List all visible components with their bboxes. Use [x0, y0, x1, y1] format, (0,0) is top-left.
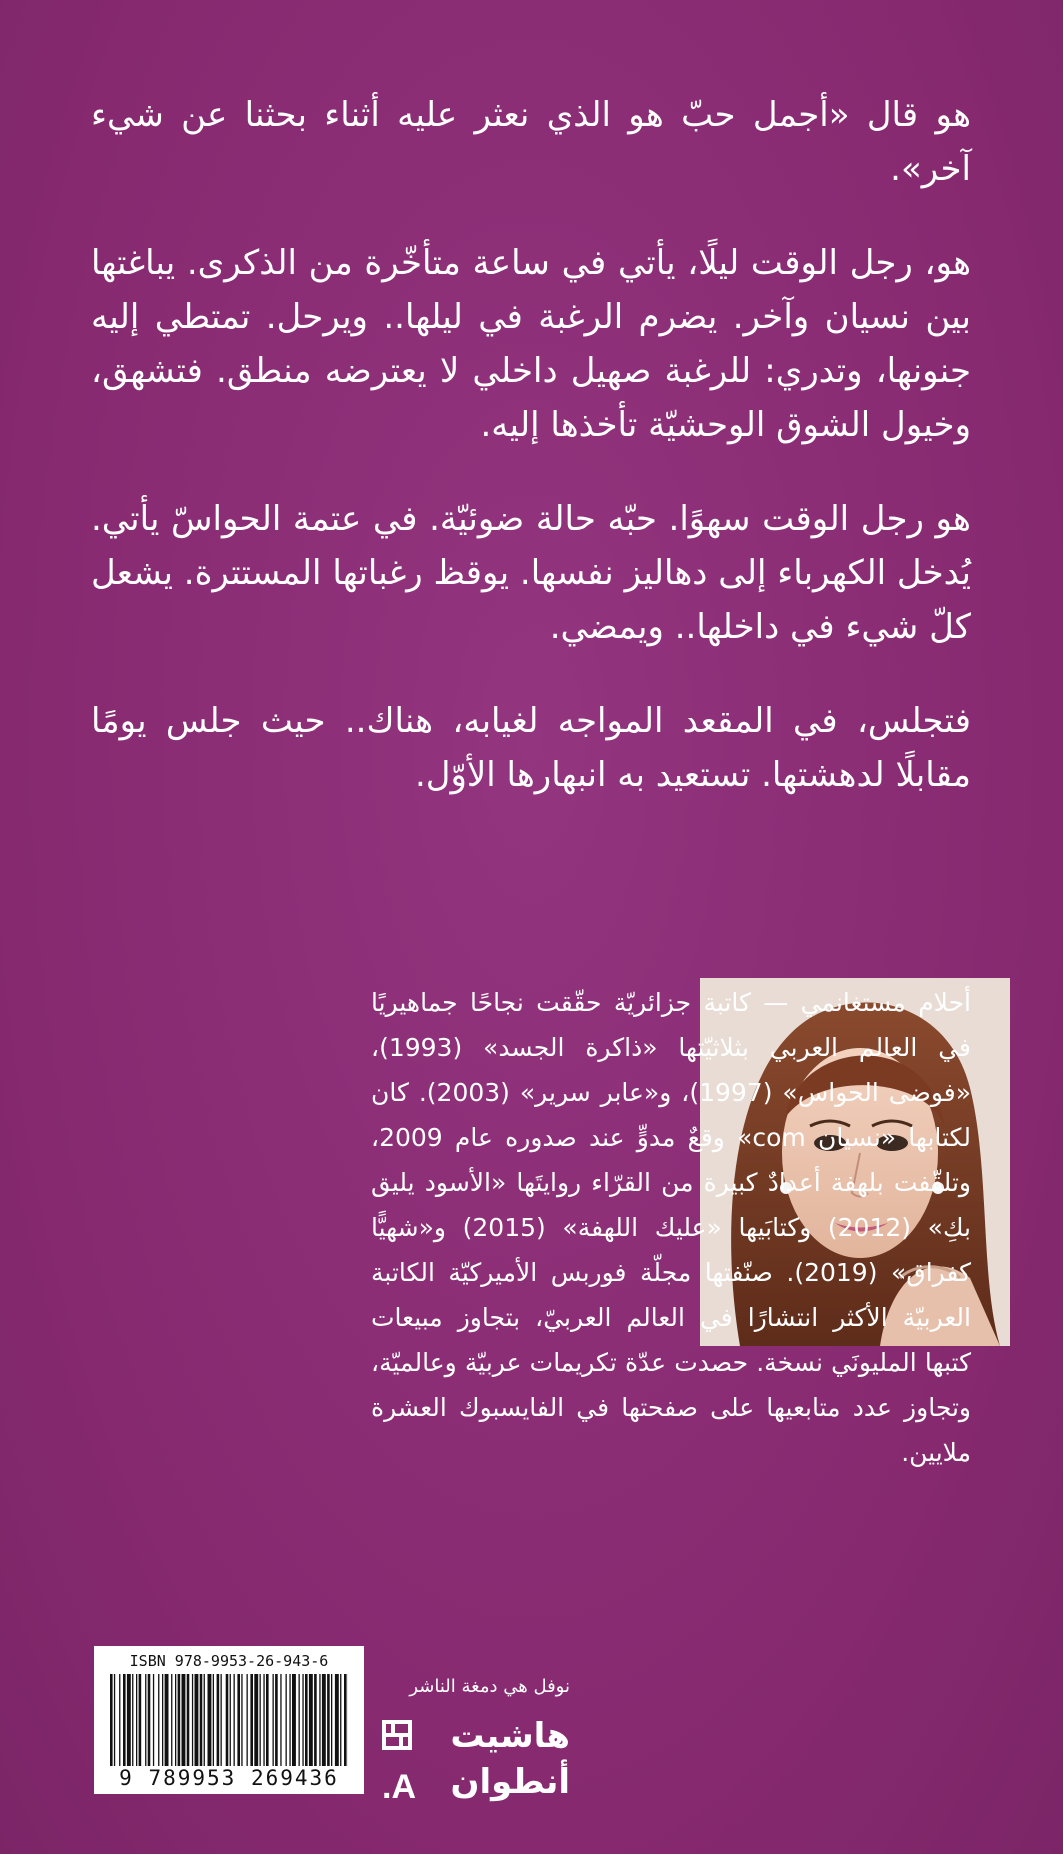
barcode-bar — [309, 1674, 313, 1766]
barcode-bar — [319, 1674, 320, 1766]
barcode-bar — [241, 1674, 242, 1766]
barcode-bar — [292, 1674, 296, 1766]
barcode-bar — [230, 1674, 231, 1766]
barcode-bar — [178, 1674, 181, 1766]
barcode-bar — [322, 1674, 326, 1766]
barcode-bar — [289, 1674, 290, 1766]
blurb-paragraph-3: هو رجل الوقت سهوًا. حبّه حالة ضوئيّة. في عتمة الحواسّ يأتي. يُدخل الكهرباء إلى دهاليز نفسها. يوقظ رغباتها المستترة. يشعل كلّ شيء في داخلها.. ويمضي. — [91, 499, 971, 647]
isbn-barcode — [94, 1646, 364, 1794]
barcode-bar — [132, 1674, 133, 1766]
barcode-bar — [136, 1674, 137, 1766]
publisher-a-logo: A. — [382, 1768, 417, 1806]
barcode-bar — [123, 1674, 126, 1766]
barcode-bar — [275, 1674, 278, 1766]
barcode-bar — [158, 1674, 159, 1766]
barcode-bar — [213, 1674, 214, 1766]
blurb-text — [91, 88, 971, 842]
barcode-bar — [153, 1674, 154, 1766]
publisher-block — [370, 1676, 570, 1826]
barcode-bars — [110, 1674, 348, 1766]
blurb-paragraph-2: هو، رجل الوقت ليلًا، يأتي في ساعة متأخّرة من الذكرى. يباغتها بين نسيان وآخر. يضرم الرغبة في ليلها.. ويرحل. تمتطي إليه جنونها، وتدري: للرغبة صهيل داخلي لا يعترضه منطق. فتشهق، وخيول الشوق الوحشيّة تأخذها إليه. — [91, 243, 971, 445]
barcode-bar — [344, 1674, 347, 1766]
barcode-bar — [237, 1674, 240, 1766]
barcode-bar — [148, 1674, 151, 1766]
barcode-bar — [110, 1674, 113, 1766]
barcode-bar — [247, 1674, 248, 1766]
barcode-bar — [327, 1674, 330, 1766]
barcode-bar — [331, 1674, 332, 1766]
barcode-bar — [314, 1674, 317, 1766]
barcode-bar — [254, 1674, 258, 1766]
barcode-bar — [280, 1674, 281, 1766]
barcode-bar — [299, 1674, 300, 1766]
publisher-name-line2: أنطوان — [450, 1762, 570, 1802]
publisher-imprint-note: نوفل هي دمغة الناشر — [409, 1676, 570, 1697]
barcode-bar — [340, 1674, 341, 1766]
barcode-bar — [171, 1674, 172, 1766]
barcode-bar — [305, 1674, 308, 1766]
barcode-bar — [221, 1674, 222, 1766]
barcode-bar — [192, 1674, 193, 1766]
barcode-bar — [162, 1674, 163, 1766]
barcode-bar — [165, 1674, 169, 1766]
isbn-label: ISBN 978-9953-26-943-6 — [129, 1652, 329, 1670]
barcode-bar — [200, 1674, 203, 1766]
publisher-name-line1: هاشيت — [450, 1716, 570, 1756]
barcode-bar — [266, 1674, 269, 1766]
barcode-bar — [208, 1674, 212, 1766]
barcode-bar — [139, 1674, 142, 1766]
blurb-paragraph-4: فتجلس، في المقعد المواجه لغيابه، هناك.. حيث جلس يومًا مقابلًا لدهشتها. تستعيد به انبهارها الأوّل. — [91, 701, 971, 795]
barcode-bar — [234, 1674, 235, 1766]
barcode-bar — [114, 1674, 115, 1766]
barcode-bar — [260, 1674, 261, 1766]
barcode-bar — [182, 1674, 186, 1766]
barcode-bar — [335, 1674, 339, 1766]
barcode-bar — [145, 1674, 146, 1766]
barcode-bar — [250, 1674, 253, 1766]
isbn-digits: 9 789953 269436 — [119, 1766, 339, 1790]
barcode-bar — [127, 1674, 131, 1766]
barcode-bar — [175, 1674, 176, 1766]
blurb-paragraph-1: هو قال «أجمل حبّ هو الذي نعثر عليه أثناء بحثنا عن شيء آخر». — [91, 95, 971, 189]
publisher-h-logo-icon — [382, 1720, 412, 1750]
barcode-bar — [273, 1674, 274, 1766]
barcode-bar — [195, 1674, 199, 1766]
barcode-bar — [302, 1674, 303, 1766]
author-bio: أحلام مستغانمي — كاتبة جزائريّة حقّقت نجاحًا جماهيريًا في العالم العربي بثلاثيّتها «ذاكرة الجسد» (1993)، «فوضى الحواس» (1997)، و«عابر سرير» (2003). كان لكتابها «نسيان com» وقعٌ مدوٍّ عند صدوره عام 2009، وتلقّفت بلهفة أعدادٌ كبيرة من القرّاء روايتَها «الأسود يليق بكِ» (2012) وكتابَيها «عليك اللهفة» (2015) و«شهيًّا كفراق» (2019). صنّفتها مجلّة فوربس الأميركيّة الكاتبة العربيّة الأكثر انتشارًا في العالم العربيّ، بتجاوز مبيعات كتبها المليونَي نسخة. حصدت عدّة تكريمات عربيّة وعالميّة، وتجاوز عدد متابعيها على صفحتها في الفايسبوك العشرة ملايين. — [371, 988, 972, 1467]
barcode-bar — [119, 1674, 120, 1766]
barcode-bar — [286, 1674, 287, 1766]
barcode-bar — [226, 1674, 229, 1766]
barcode-bar — [263, 1674, 264, 1766]
barcode-bar — [187, 1674, 190, 1766]
barcode-bar — [204, 1674, 205, 1766]
barcode-bar — [217, 1674, 220, 1766]
